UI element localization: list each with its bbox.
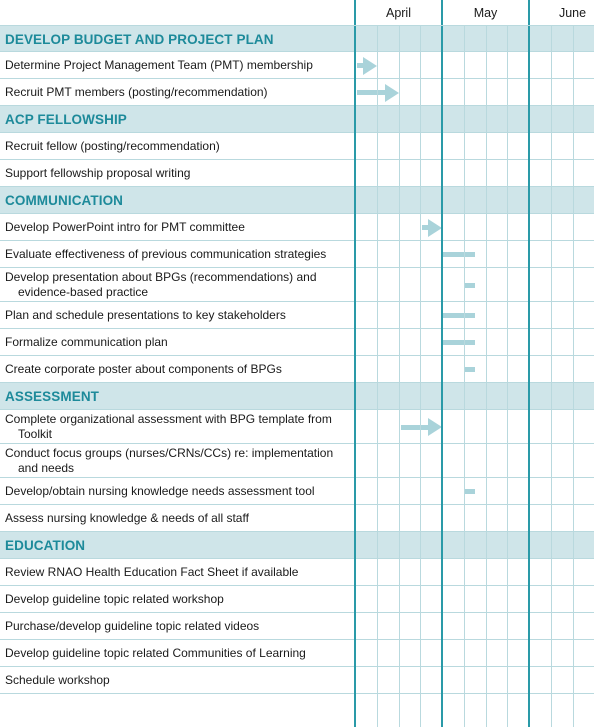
task-label-line: Toolkit <box>18 427 53 441</box>
month-label-june: June <box>558 6 587 20</box>
section-title: EDUCATION <box>5 538 86 553</box>
gantt-arrowhead <box>385 84 399 102</box>
task-label: Support fellowship proposal writing <box>5 166 191 180</box>
week-gridline <box>573 26 574 727</box>
month-divider <box>354 0 356 727</box>
section-title: COMMUNICATION <box>5 193 124 208</box>
task-label: Recruit fellow (posting/recommendation) <box>5 139 220 153</box>
section-header-row <box>0 26 594 52</box>
task-row <box>0 640 594 667</box>
task-row <box>0 356 594 383</box>
task-label-line: Develop presentation about BPGs (recommendations) and <box>5 270 317 284</box>
task-label: Evaluate effectiveness of previous communication strategies <box>5 247 327 261</box>
task-row <box>0 79 594 106</box>
task-label: Assess nursing knowledge & needs of all staff <box>5 511 249 525</box>
task-label <box>5 268 350 302</box>
task-label: Develop guideline topic related workshop <box>5 592 224 606</box>
task-row <box>0 559 594 586</box>
gantt-bar <box>464 489 475 494</box>
week-gridline <box>486 26 487 727</box>
task-label: Create corporate poster about components of BPGs <box>5 362 282 376</box>
section-title: ASSESSMENT <box>5 389 100 404</box>
task-label: Develop guideline topic related Communities of Learning <box>5 646 306 660</box>
task-label: Develop/obtain nursing knowledge needs assessment tool <box>5 484 315 498</box>
month-label-april: April <box>385 6 411 20</box>
task-row <box>0 478 594 505</box>
gantt-bar <box>464 367 475 372</box>
task-row <box>0 160 594 187</box>
task-label: Review RNAO Health Education Fact Sheet if available <box>5 565 299 579</box>
section-header-row <box>0 383 594 410</box>
task-row <box>0 667 594 694</box>
gantt-bar <box>442 313 475 318</box>
row-divider <box>0 693 594 694</box>
task-label <box>5 410 350 444</box>
gantt-arrowhead <box>363 57 377 75</box>
header-divider <box>0 25 594 26</box>
task-label: Formalize communication plan <box>5 335 168 349</box>
section-title: DEVELOP BUDGET AND PROJECT PLAN <box>5 31 274 47</box>
month-label-may: May <box>473 6 498 20</box>
task-label-line: Complete organizational assessment with BPG template from <box>5 412 332 426</box>
task-label-line: and needs <box>18 461 75 475</box>
task-label: Purchase/develop guideline topic related videos <box>5 619 260 633</box>
task-row <box>0 586 594 613</box>
task-label-line: Conduct focus groups (nurses/CRNs/CCs) re: implementation <box>5 446 334 460</box>
section-header-row <box>0 187 594 214</box>
gantt-bar <box>401 425 431 430</box>
week-gridline <box>420 26 421 727</box>
task-label: Plan and schedule presentations to key stakeholders <box>5 308 286 322</box>
task-label: Schedule workshop <box>5 673 110 687</box>
task-row <box>0 444 594 478</box>
gantt-bar <box>442 252 475 257</box>
task-label: Develop PowerPoint intro for PMT committee <box>5 220 245 234</box>
task-row <box>0 133 594 160</box>
task-label-line: evidence-based practice <box>18 285 149 299</box>
task-row <box>0 302 594 329</box>
gantt-bar <box>464 283 475 288</box>
gantt-bar <box>442 340 475 345</box>
week-gridline <box>551 26 552 727</box>
section-title: ACP FELLOWSHIP <box>5 112 127 127</box>
section-header-row <box>0 532 594 559</box>
task-label: Determine Project Management Team (PMT) membership <box>5 58 313 72</box>
task-label: Recruit PMT members (posting/recommendation) <box>5 85 268 99</box>
task-row <box>0 613 594 640</box>
week-gridline <box>464 26 465 727</box>
gantt-arrowhead <box>428 219 442 237</box>
task-label <box>5 444 350 478</box>
section-header-row <box>0 106 594 133</box>
month-divider <box>528 0 530 727</box>
task-row <box>0 52 594 79</box>
month-divider <box>441 0 443 727</box>
gantt-arrowhead <box>428 418 442 436</box>
week-gridline <box>377 26 378 727</box>
task-row <box>0 241 594 268</box>
gantt-bar <box>357 90 387 95</box>
task-row <box>0 505 594 532</box>
week-gridline <box>399 26 400 727</box>
week-gridline <box>507 26 508 727</box>
task-row <box>0 268 594 302</box>
task-row <box>0 214 594 241</box>
task-row <box>0 329 594 356</box>
task-row <box>0 410 594 444</box>
